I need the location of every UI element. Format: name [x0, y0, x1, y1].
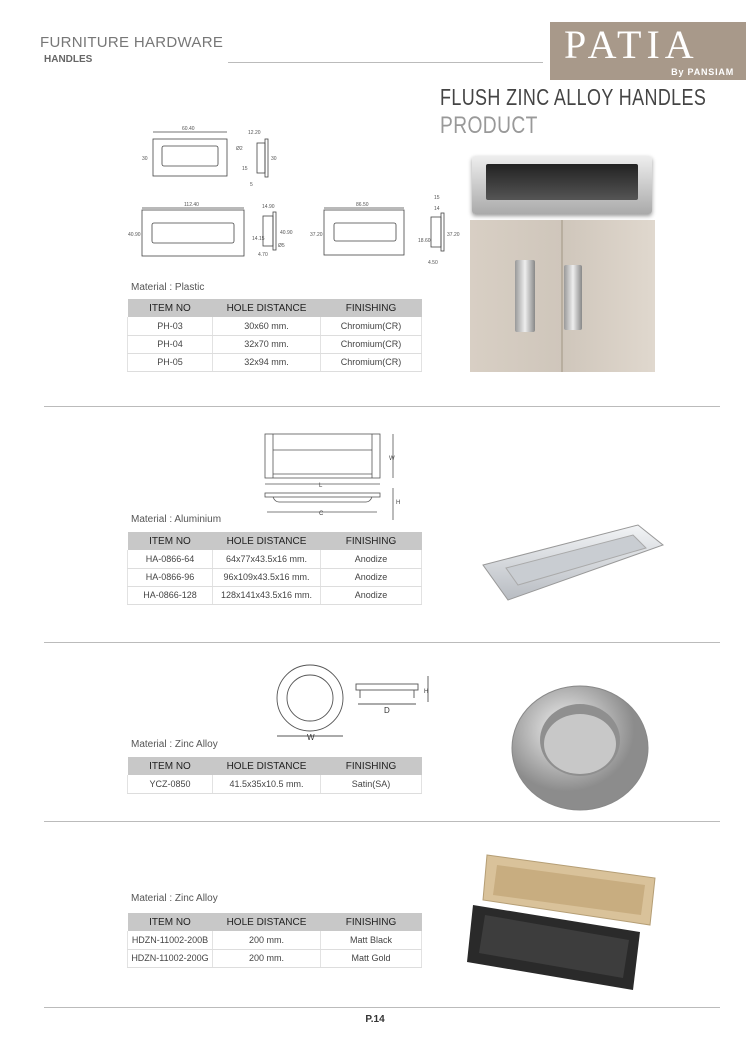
table-cell: PH-05: [128, 353, 213, 371]
logo-text: PATIA: [564, 22, 699, 67]
product-photo-aluminium-handle: [478, 520, 668, 605]
section-divider: [44, 1007, 720, 1008]
product-photo-round-handle: [505, 680, 655, 815]
dim-label: D: [384, 706, 390, 715]
table-cell: 96x109x43.5x16 mm.: [213, 568, 321, 586]
table-cell: HA-0866-128: [128, 586, 213, 604]
col-header: HOLE DISTANCE: [213, 532, 321, 550]
material-label: Material : Zinc Alloy: [131, 739, 218, 750]
table-cell: 200 mm.: [213, 949, 321, 967]
dim-label: Ø2: [236, 146, 243, 152]
material-label: Material : Plastic: [131, 282, 205, 293]
page-subtitle: PRODUCT: [440, 112, 538, 139]
dim-label: Ø5: [278, 243, 285, 249]
dim-label: W: [307, 733, 315, 742]
material-label: Material : Aluminium: [131, 514, 222, 525]
dim-label: 14.90: [262, 204, 275, 210]
table-cell: Matt Black: [321, 931, 422, 949]
dim-label: 4.50: [428, 260, 438, 266]
table-cell: Anodize: [321, 568, 422, 586]
dim-label: 86.50: [356, 202, 369, 208]
table-row: [128, 353, 422, 371]
col-header: FINISHING: [321, 299, 422, 317]
col-header: HOLE DISTANCE: [213, 757, 321, 775]
dim-label: W: [389, 456, 395, 462]
spec-table-round: [127, 757, 422, 794]
dim-label: 37.20: [447, 232, 460, 238]
product-photo-plastic-handle: [470, 150, 655, 372]
section-divider: [44, 642, 720, 643]
col-header: HOLE DISTANCE: [213, 913, 321, 931]
table-row: [128, 949, 422, 967]
table-cell: Matt Gold: [321, 949, 422, 967]
dim-label: 18.60: [418, 238, 431, 244]
dim-label: C: [319, 511, 324, 517]
table-row: [128, 550, 422, 568]
dim-label: 37.20: [310, 232, 323, 238]
table-cell: Anodize: [321, 586, 422, 604]
header-divider: [228, 62, 543, 63]
logo-byline: By PANSIAM: [671, 67, 734, 77]
subcategory-heading: HANDLES: [44, 54, 93, 65]
table-row: [128, 931, 422, 949]
table-cell: 30x60 mm.: [213, 317, 321, 335]
col-header: FINISHING: [321, 757, 422, 775]
dim-label: L: [319, 483, 323, 489]
table-cell: Anodize: [321, 550, 422, 568]
technical-drawing-plastic: [120, 120, 460, 270]
table-cell: PH-03: [128, 317, 213, 335]
section-divider: [44, 821, 720, 822]
table-cell: HDZN-11002-200G: [128, 949, 213, 967]
col-header: FINISHING: [321, 532, 422, 550]
category-heading: FURNITURE HARDWARE: [40, 34, 224, 51]
table-row: [128, 586, 422, 604]
dim-label: 15: [434, 195, 440, 201]
table-row: [128, 317, 422, 335]
product-photo-black-gold-handles: [465, 850, 660, 995]
table-cell: Chromium(CR): [321, 317, 422, 335]
dim-label: 40.90: [128, 232, 141, 238]
spec-table-aluminium: [127, 532, 422, 605]
page-title: FLUSH ZINC ALLOY HANDLES: [440, 84, 707, 110]
dim-label: 60.40: [182, 126, 195, 132]
dim-label: 15: [242, 166, 248, 172]
table-cell: YCZ-0850: [128, 775, 213, 793]
spec-table-zinc-rect: [127, 913, 422, 968]
col-header: ITEM NO: [128, 913, 213, 931]
table-cell: PH-04: [128, 335, 213, 353]
dim-label: H: [396, 500, 401, 506]
page-number: P.14: [365, 1014, 385, 1025]
dim-label: 12.20: [248, 130, 261, 136]
spec-table-plastic: [127, 299, 422, 372]
section-divider: [44, 406, 720, 407]
technical-drawing-aluminium: [255, 428, 415, 523]
table-cell: 32x94 mm.: [213, 353, 321, 371]
col-header: ITEM NO: [128, 532, 213, 550]
dim-label: 14: [434, 206, 440, 212]
table-cell: HDZN-11002-200B: [128, 931, 213, 949]
dim-label: 14.15: [252, 236, 265, 242]
table-cell: 200 mm.: [213, 931, 321, 949]
table-cell: 32x70 mm.: [213, 335, 321, 353]
dim-label: 112.40: [184, 202, 199, 208]
col-header: ITEM NO: [128, 299, 213, 317]
dim-label: 30: [142, 156, 148, 162]
table-row: [128, 335, 422, 353]
brand-logo: [550, 22, 746, 80]
col-header: FINISHING: [321, 913, 422, 931]
dim-label: 4.70: [258, 252, 268, 258]
table-cell: 64x77x43.5x16 mm.: [213, 550, 321, 568]
table-cell: HA-0866-64: [128, 550, 213, 568]
dim-label: 40.90: [280, 230, 293, 236]
table-row: [128, 568, 422, 586]
table-cell: 41.5x35x10.5 mm.: [213, 775, 321, 793]
material-label: Material : Zinc Alloy: [131, 893, 218, 904]
col-header: ITEM NO: [128, 757, 213, 775]
technical-drawing-round: [270, 660, 440, 742]
table-cell: Chromium(CR): [321, 335, 422, 353]
table-cell: HA-0866-96: [128, 568, 213, 586]
table-cell: Satin(SA): [321, 775, 422, 793]
table-row: [128, 775, 422, 793]
dim-label: 30: [271, 156, 277, 162]
dim-label: 5: [250, 182, 253, 188]
table-cell: 128x141x43.5x16 mm.: [213, 586, 321, 604]
dim-label: H: [424, 689, 429, 695]
table-cell: Chromium(CR): [321, 353, 422, 371]
col-header: HOLE DISTANCE: [213, 299, 321, 317]
